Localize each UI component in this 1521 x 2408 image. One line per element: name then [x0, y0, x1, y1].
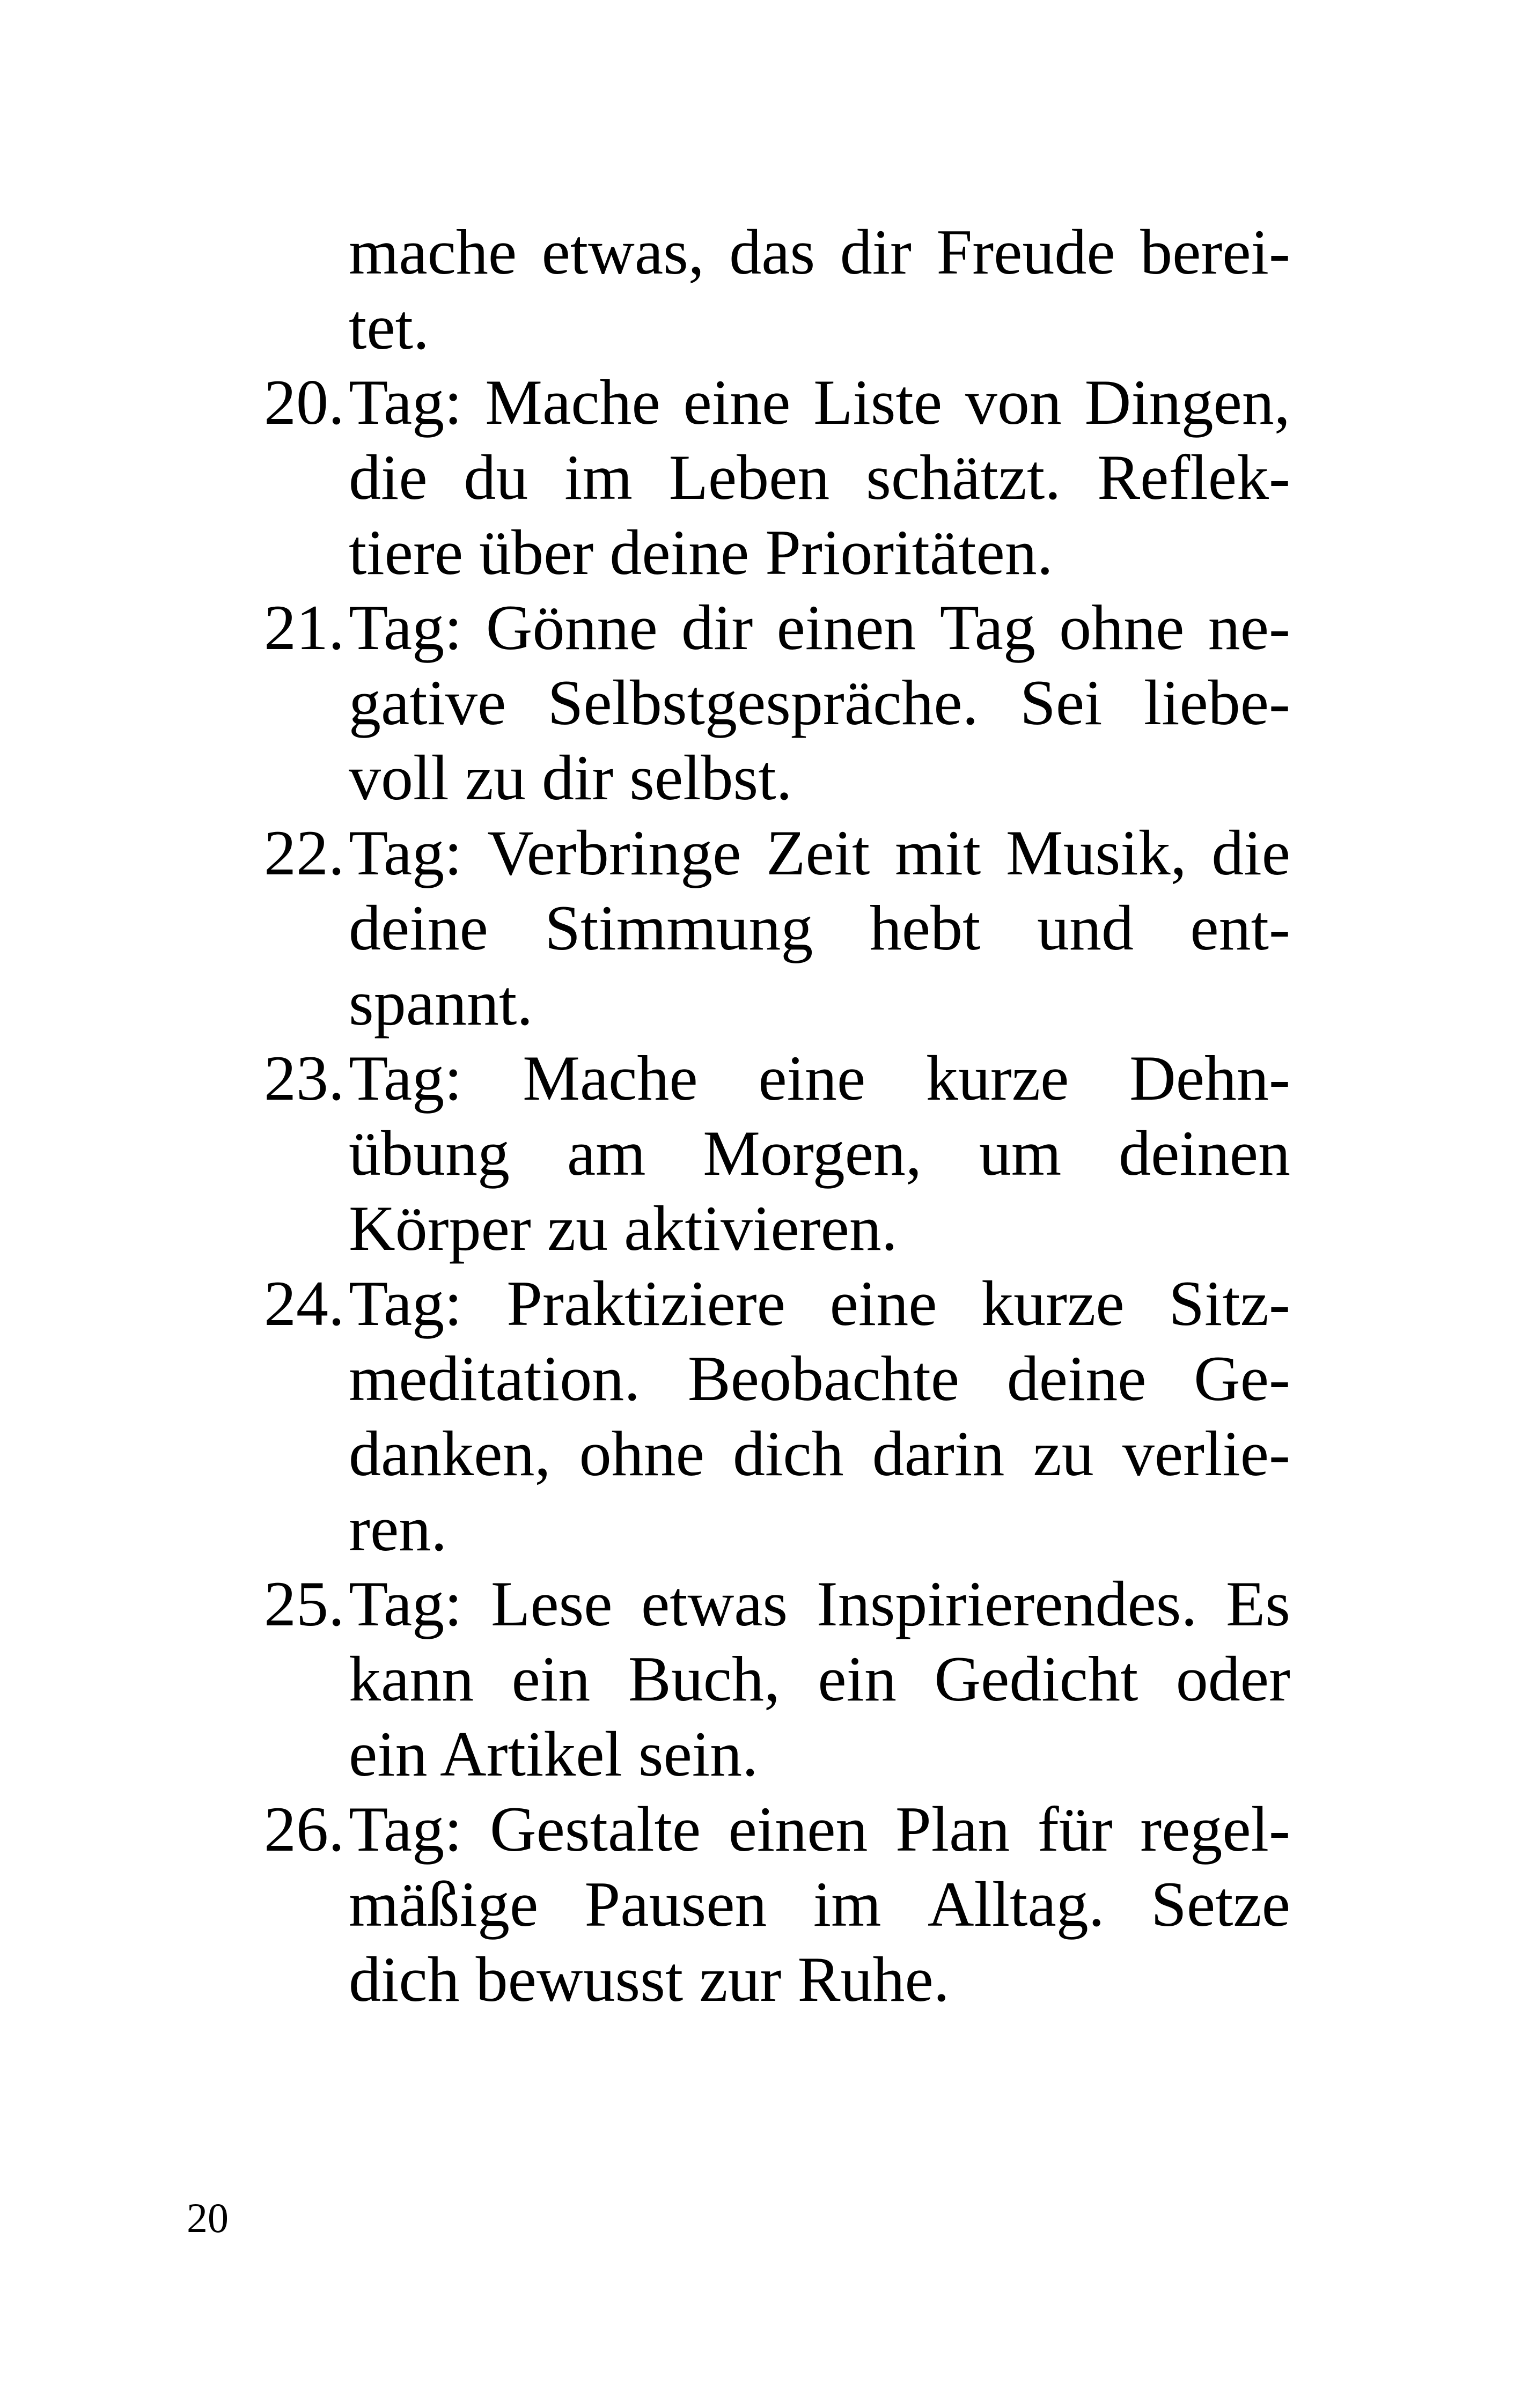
list-line: [0, 1110, 1521, 1196]
word: Alltag.: [927, 1868, 1105, 1940]
word: dir: [681, 592, 753, 663]
list-line: [0, 1411, 1521, 1497]
list-line: [0, 1861, 1521, 1947]
word: Tag:: [349, 1793, 462, 1865]
line-text: dich bewusst zur Ruhe.: [349, 1943, 950, 2015]
word: Leben: [668, 441, 830, 513]
line-text: [349, 585, 1290, 671]
word: mit: [895, 817, 981, 888]
word: liebe-: [1143, 667, 1290, 738]
word: verlie-: [1122, 1418, 1290, 1489]
line-text: Körper zu aktivieren.: [349, 1192, 898, 1264]
word: für: [1037, 1793, 1113, 1865]
word: Mache: [485, 366, 660, 438]
item-number: 25.: [264, 1568, 344, 1639]
word: die: [1211, 817, 1290, 888]
word: ein: [818, 1643, 897, 1714]
word: schätzt.: [866, 441, 1061, 513]
word: Gönne: [486, 592, 658, 663]
word: Stimmung: [545, 892, 813, 963]
list-line: [0, 1786, 1521, 1872]
line-text: [349, 1411, 1290, 1497]
line-text: [349, 1035, 1290, 1121]
word: etwas,: [541, 216, 704, 288]
word: Tag: [939, 592, 1035, 663]
line-text: [349, 1110, 1290, 1196]
word: danken,: [349, 1418, 551, 1489]
line-text: [349, 660, 1290, 746]
word: Gestalte: [490, 1793, 701, 1865]
word: Dingen,: [1084, 366, 1290, 438]
word: eine: [683, 366, 791, 438]
item-number: 22.: [264, 817, 344, 888]
word: meditation.: [349, 1343, 641, 1414]
list-line: [0, 435, 1521, 520]
line-text: [349, 1861, 1290, 1947]
word: gative: [349, 667, 506, 738]
word: mache: [349, 216, 517, 288]
word: Plan: [895, 1793, 1010, 1865]
list-line: [0, 1711, 1521, 1797]
word: Beobachte: [687, 1343, 960, 1414]
word: einen: [728, 1793, 868, 1865]
line-text: [349, 359, 1290, 445]
line-text: [349, 810, 1290, 896]
word: Praktiziere: [506, 1268, 785, 1339]
word: Tag:: [349, 1268, 462, 1339]
list-line: [0, 1261, 1521, 1346]
word: Freude: [936, 216, 1115, 288]
line-text: [349, 1561, 1290, 1647]
list-line: [0, 960, 1521, 1046]
list-line: [0, 510, 1521, 595]
word: Lese: [491, 1568, 613, 1639]
word: Inspirierendes.: [816, 1568, 1197, 1639]
line-text: [349, 209, 1290, 295]
word: zu: [1033, 1418, 1094, 1489]
word: kann: [349, 1643, 474, 1714]
word: kurze: [925, 1042, 1069, 1114]
list-line: [0, 1561, 1521, 1647]
word: deine: [349, 892, 488, 963]
word: am: [567, 1117, 646, 1189]
word: du: [464, 441, 528, 513]
word: regel-: [1140, 1793, 1290, 1865]
word: hebt: [869, 892, 981, 963]
word: übung: [349, 1117, 510, 1189]
word: kurze: [981, 1268, 1125, 1339]
word: deinen: [1119, 1117, 1290, 1189]
line-text: [349, 1261, 1290, 1346]
word: dich: [733, 1418, 844, 1489]
word: einen: [776, 592, 916, 663]
list-line: [0, 810, 1521, 896]
list-line: [0, 1636, 1521, 1722]
list-line: [0, 1336, 1521, 1422]
word: dir: [840, 216, 912, 288]
list-line: [0, 1486, 1521, 1572]
word: etwas: [641, 1568, 788, 1639]
word: Pausen: [584, 1868, 767, 1940]
list-line: [0, 585, 1521, 671]
word: Buch,: [628, 1643, 780, 1714]
list-line: [0, 660, 1521, 746]
item-number: 21.: [264, 592, 344, 663]
word: Tag:: [349, 366, 462, 438]
word: Selbstgespräche.: [547, 667, 979, 738]
word: Sitz-: [1169, 1268, 1290, 1339]
word: ohne: [1059, 592, 1185, 663]
word: Zeit: [766, 817, 870, 888]
item-number: 26.: [264, 1793, 344, 1865]
page-number: 20: [187, 2195, 229, 2241]
line-text: tet.: [349, 291, 429, 363]
line-text: spannt.: [349, 967, 533, 1039]
item-number: 23.: [264, 1042, 344, 1114]
word: deine: [1006, 1343, 1147, 1414]
line-text: ein Artikel sein.: [349, 1718, 759, 1790]
word: ohne: [579, 1418, 704, 1489]
word: Es: [1225, 1568, 1290, 1639]
word: Tag:: [349, 817, 462, 888]
word: Tag:: [349, 1042, 462, 1114]
line-text: [349, 885, 1290, 971]
word: Ge-: [1194, 1343, 1290, 1414]
word: im: [813, 1868, 881, 1940]
line-text: [349, 1786, 1290, 1872]
list-line: [0, 1185, 1521, 1271]
word: die: [349, 441, 428, 513]
word: oder: [1175, 1643, 1290, 1714]
list-line: [0, 284, 1521, 370]
word: Sei: [1020, 667, 1103, 738]
line-text: voll zu dir selbst.: [349, 742, 792, 813]
word: eine: [829, 1268, 937, 1339]
line-text: [349, 1636, 1290, 1722]
word: um: [979, 1117, 1062, 1189]
word: Liste: [813, 366, 943, 438]
word: ent-: [1190, 892, 1290, 963]
word: Setze: [1151, 1868, 1290, 1940]
word: Morgen,: [703, 1117, 922, 1189]
word: im: [564, 441, 633, 513]
word: Mache: [523, 1042, 698, 1114]
line-text: [349, 1336, 1290, 1422]
word: Musik,: [1005, 817, 1187, 888]
word: Dehn-: [1129, 1042, 1290, 1114]
list-line: [0, 885, 1521, 971]
word: ein: [511, 1643, 591, 1714]
word: Reflek-: [1097, 441, 1290, 513]
word: und: [1037, 892, 1134, 963]
word: Verbringe: [487, 817, 741, 888]
line-text: tiere über deine Prioritäten.: [349, 517, 1053, 588]
item-number: 24.: [264, 1268, 344, 1339]
word: mäßige: [349, 1868, 539, 1940]
word: Tag:: [349, 1568, 462, 1639]
list-line: [0, 1936, 1521, 2022]
line-text: ren.: [349, 1493, 447, 1564]
item-number: 20.: [264, 366, 344, 438]
list-line: [0, 735, 1521, 821]
list-line: [0, 1035, 1521, 1121]
word: von: [965, 366, 1062, 438]
word: Gedicht: [934, 1643, 1138, 1714]
word: ne-: [1208, 592, 1290, 663]
word: das: [729, 216, 815, 288]
word: darin: [872, 1418, 1005, 1489]
word: eine: [758, 1042, 866, 1114]
word: Tag:: [349, 592, 462, 663]
word: berei-: [1140, 216, 1290, 288]
line-text: [349, 435, 1290, 520]
list-line: [0, 209, 1521, 295]
list-line: [0, 359, 1521, 445]
